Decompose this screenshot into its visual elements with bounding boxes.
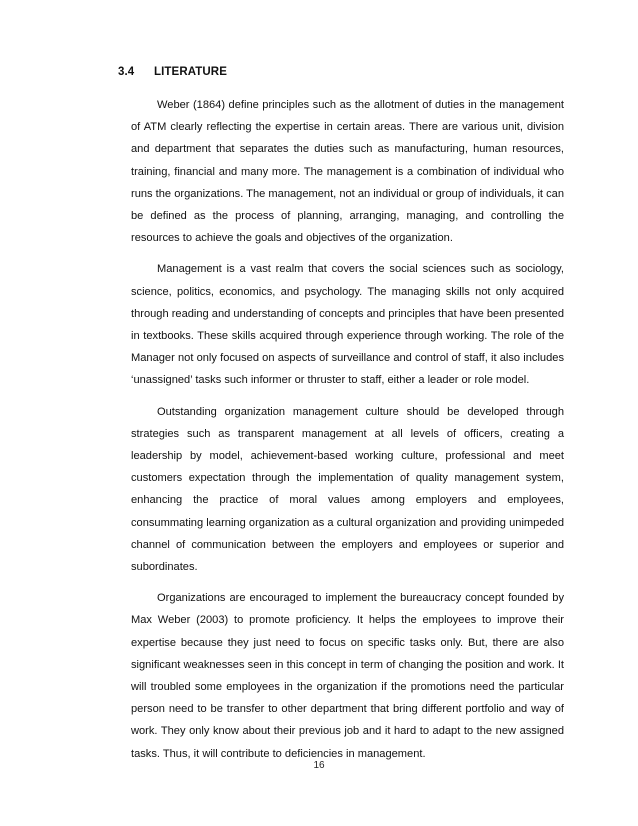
section-heading [118, 66, 227, 78]
paragraph-1: Weber (1864) define principles such as the allotment of duties in the management of ATM clearly reflecting the expertise in certain areas. There are various unit, division and department that separates the duties such as manufacturing, human resources, training, financial and many more. The management is a combination of individual who runs the organizations. The management, not an individual or group of individuals, it can be defined as the process of planning, arranging, managing, and controlling the resources to achieve the goals and objectives of the organization. [131, 99, 564, 245]
body-text [131, 94, 564, 774]
paragraph-2: Management is a vast realm that covers the social sciences such as sociology, science, politics, economics, and psychology. The managing skills not only acquired through reading and understanding of concepts and principles that have been presented in textbooks. These skills acquired through experience through working. The role of the Manager not only focused on aspects of surveillance and control of staff, it also includes ‘unassigned’ tasks such informer or thruster to staff, either a leader or role model. [131, 263, 564, 387]
paragraph-3: Outstanding organization management culture should be developed through strategies such as transparent management at all levels of officers, creating a leadership by model, achievement-based working culture, professional and meet customers expectation through the implementation of quality management system, enhancing the practice of moral values among employers and employees, consummating learning organization as a cultural organization and providing unimpeded channel of communication between the employers and employees or superior and subordinates. [131, 405, 564, 574]
section-title: LITERATURE [154, 66, 227, 78]
page-number: 16 [313, 760, 325, 771]
paragraph-4: Organizations are encouraged to implement the bureaucracy concept founded by Max Weber (2003) to promote proficiency. It helps the employees to improve their expertise because they just need to focus on specific tasks only. But, there are also significant weaknesses seen in this concept in term of changing the position and work. It will troubled some employees in the organization if the promotions need the particular person need to be transfer to other department that bring different portfolio and way of work. They only know about their previous job and it hard to adapt to the new assigned tasks. Thus, it will contribute to deficiencies in management. [131, 592, 564, 760]
section-number: 3.4 [118, 66, 135, 78]
